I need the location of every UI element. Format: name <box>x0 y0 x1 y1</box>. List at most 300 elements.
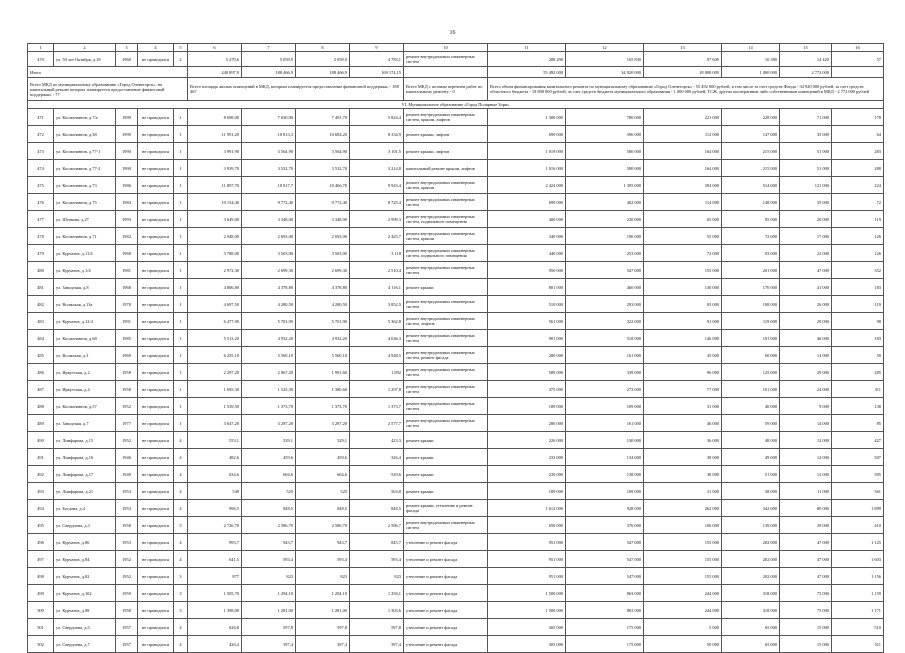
amount-cell: 14 000 <box>780 415 832 432</box>
repair-status-cell: не проводился <box>138 347 174 364</box>
amount-cell: 114 000 <box>644 194 722 211</box>
amount-cell: 139 000 <box>722 517 780 534</box>
unit-cost-cell: 64 <box>832 126 884 143</box>
floors-cell: 1 <box>174 330 188 347</box>
floors-cell: 4 <box>174 534 188 551</box>
work-type-cell: утепление и ремонт фасада <box>404 551 488 568</box>
area-cell: 2 067,20 <box>242 364 296 381</box>
year-cell: 1981 <box>116 262 138 279</box>
repair-status-cell: не проводился <box>138 313 174 330</box>
area-cell: 1 525,30 <box>242 381 296 398</box>
unit-cost-cell: 507 <box>832 449 884 466</box>
area-cell: 3 348,00 <box>296 211 350 228</box>
amount-cell: 273 000 <box>566 381 644 398</box>
work-type-cell: ремонт крыши <box>404 483 488 500</box>
work-type-cell: ремонт внутридомовых инженерных систем <box>404 415 488 432</box>
summary-houses: Всего МКД по муниципальному образованию «Город Оленегорск», на капитальный ремонт которых планируется предоставление финансовой поддержки, - 77 <box>28 78 188 101</box>
amount-cell: 863 000 <box>566 602 644 619</box>
address-cell: ул. Космонавтов, д.77-2 <box>54 160 116 177</box>
row-number: 484 <box>28 330 54 347</box>
col-num: 15 <box>780 44 832 52</box>
repair-status-cell: не проводился <box>138 296 174 313</box>
col-num: 14 <box>722 44 780 52</box>
summary-full-works: Всего МКД с полным перечнем работ по капитальному ремонту - 0 <box>404 78 488 101</box>
amount-cell: 164 000 <box>644 160 722 177</box>
area-cell: 426,4 <box>188 636 242 653</box>
area-cell: 4 932,20 <box>242 330 296 347</box>
total-area: 169 174,15 <box>350 67 404 78</box>
repair-status-cell: не проводился <box>138 194 174 211</box>
year-cell: 1953 <box>116 483 138 500</box>
area-cell: 326,4 <box>350 449 404 466</box>
area-cell: 4 378,80 <box>242 279 296 296</box>
area-cell: 3 348,00 <box>242 211 296 228</box>
total-amount: 1 000 000 <box>722 67 780 78</box>
address-cell: ул. Космонавтов, д.38 <box>54 126 116 143</box>
work-type-cell: ремонт внутридомовых инженерных систем, лифтов <box>404 313 488 330</box>
work-type-cell: утепление и ремонт фасада <box>404 534 488 551</box>
amount-cell: 41 000 <box>780 279 832 296</box>
unit-cost-cell: 178 <box>832 109 884 126</box>
amount-cell: 5 000 <box>644 619 722 636</box>
area-cell: 529,1 <box>242 432 296 449</box>
amount-cell: 91 000 <box>644 313 722 330</box>
col-num: 6 <box>188 44 242 52</box>
amount-cell: 339 000 <box>566 364 644 381</box>
row-number: 487 <box>28 381 54 398</box>
area-cell: 4 280,50 <box>242 296 296 313</box>
total-label: Итого <box>28 67 188 78</box>
amount-cell: 262 000 <box>644 500 722 517</box>
area-cell: 848,5 <box>242 500 296 517</box>
amount-cell: 396 000 <box>566 126 644 143</box>
amount-cell: 112 000 <box>644 126 722 143</box>
amount-cell: 48 000 <box>722 432 780 449</box>
amount-cell: 38 000 <box>722 483 780 500</box>
floors-cell: 4 <box>174 551 188 568</box>
table-row <box>28 347 884 364</box>
row-number: 472 <box>28 126 54 143</box>
address-cell: ул. Волжская, д.3 <box>54 347 116 364</box>
year-cell: 1990 <box>116 126 138 143</box>
row-number: 486 <box>28 364 54 381</box>
work-type-cell: утепление и ремонт фасада <box>404 619 488 636</box>
year-cell: 1958 <box>116 364 138 381</box>
address-cell: ул. Курчатов, д.11/4 <box>54 245 116 262</box>
address-cell: ул. Свердлова, д.3 <box>54 517 116 534</box>
amount-cell: 155 000 <box>644 568 722 585</box>
amount-cell: 175 000 <box>566 619 644 636</box>
address-cell: ул. Космонавтов, д.77-1 <box>54 143 116 160</box>
area-cell: 3 939,70 <box>188 160 242 177</box>
year-cell: 1952 <box>116 432 138 449</box>
column-number-row <box>28 44 884 52</box>
amount-cell: 97 600 <box>644 52 722 67</box>
repair-status-cell: не проводился <box>138 415 174 432</box>
area-cell: 1 991,60 <box>296 364 350 381</box>
area-cell: 5 701,90 <box>242 313 296 330</box>
area-cell: 848,5 <box>296 500 350 517</box>
year-cell: 1957 <box>116 619 138 636</box>
address-cell: ул. Заводская, д.8 <box>54 279 116 296</box>
repair-status-cell: не проводился <box>138 126 174 143</box>
area-cell: 593,4 <box>242 551 296 568</box>
address-cell: ул. Заводская, д.7 <box>54 415 116 432</box>
amount-cell: 47 000 <box>780 534 832 551</box>
amount-cell: 10 380 <box>722 52 780 67</box>
amount-cell: 951 000 <box>488 551 566 568</box>
amount-cell: 49 000 <box>722 449 780 466</box>
amount-cell: 24 000 <box>780 381 832 398</box>
area-cell: 2 510,4 <box>350 262 404 279</box>
amount-cell: 514 000 <box>722 177 780 194</box>
area-cell: 1 892 <box>350 364 404 381</box>
area-cell: 2 726,70 <box>188 517 242 534</box>
address-cell: ул. Курчатов, д.82 <box>54 568 116 585</box>
area-cell: 4 116,1 <box>350 279 404 296</box>
unit-cost-cell: 1 156 <box>832 568 884 585</box>
area-cell: 5 362,8 <box>350 313 404 330</box>
amount-cell: 202 000 <box>722 534 780 551</box>
table-row <box>28 126 884 143</box>
year-cell: 1952 <box>116 551 138 568</box>
area-cell: 11 991,20 <box>188 126 242 143</box>
amount-cell: 36 000 <box>644 432 722 449</box>
amount-cell: 1 016 000 <box>488 160 566 177</box>
work-type-cell: ремонт крыши <box>404 279 488 296</box>
amount-cell: 85 000 <box>722 211 780 228</box>
table-row <box>28 619 884 636</box>
col-num: 16 <box>832 44 884 52</box>
amount-cell: 15 000 <box>780 636 832 653</box>
amount-cell: 130 000 <box>644 279 722 296</box>
area-cell: 5 560,10 <box>296 347 350 364</box>
amount-cell: 77 000 <box>644 381 722 398</box>
amount-cell: 93 000 <box>722 245 780 262</box>
area-cell: 1 373,7 <box>350 398 404 415</box>
amount-cell: 45 000 <box>644 347 722 364</box>
total-area: 240 897,9 <box>188 67 242 78</box>
work-type-cell: утепление и ремонт фасада <box>404 568 488 585</box>
amount-cell: 928 000 <box>566 500 644 517</box>
section-title: VI. Муниципальное образование «Город Полярные Зори» <box>28 101 884 109</box>
amount-cell: 699 000 <box>488 194 566 211</box>
amount-cell: 72 000 <box>644 245 722 262</box>
amount-cell: 342 000 <box>722 500 780 517</box>
repair-status-cell: не проводился <box>138 398 174 415</box>
address-cell: ул. Курчатов, д.12/4 <box>54 313 116 330</box>
amount-cell: 65 000 <box>644 211 722 228</box>
amount-cell: 1 019 000 <box>488 143 566 160</box>
work-type-cell: ремонт внутридомовых инженерных систем, подвального помещения <box>404 211 488 228</box>
amount-cell: 400 000 <box>488 211 566 228</box>
amount-cell: 226 000 <box>488 432 566 449</box>
table-row <box>28 364 884 381</box>
unit-cost-cell: 224 <box>832 177 884 194</box>
row-number: 475 <box>28 177 54 194</box>
area-cell: 423,3 <box>350 432 404 449</box>
section-header-row <box>28 101 884 109</box>
area-cell: 604,6 <box>296 466 350 483</box>
col-num: 5 <box>174 44 188 52</box>
col-num: 3 <box>116 44 138 52</box>
unit-cost-cell: 126 <box>832 245 884 262</box>
row-number: 489 <box>28 415 54 432</box>
empty-cell <box>832 67 884 78</box>
table-row <box>28 194 884 211</box>
unit-cost-cell: 285 <box>832 364 884 381</box>
year-cell: 1990 <box>116 160 138 177</box>
work-type-cell: утепление и ремонт фасада <box>404 585 488 602</box>
area-cell: 4 783,1 <box>350 52 404 67</box>
area-cell: 1 294,10 <box>242 585 296 602</box>
table-row <box>28 262 884 279</box>
year-cell: 1958 <box>116 381 138 398</box>
amount-cell: 106 000 <box>644 517 722 534</box>
unit-cost-cell: 361 <box>832 483 884 500</box>
area-cell: 2 693,00 <box>296 228 350 245</box>
amount-cell: 170 000 <box>722 279 780 296</box>
area-cell: 1 539,50 <box>188 398 242 415</box>
amount-cell: 12 000 <box>780 432 832 449</box>
amount-cell: 47 000 <box>780 551 832 568</box>
row-number: 482 <box>28 296 54 313</box>
area-cell: 823 <box>350 568 404 585</box>
work-type-cell: ремонт крыши <box>404 449 488 466</box>
year-cell: 1958 <box>116 517 138 534</box>
row-number: 501 <box>28 619 54 636</box>
address-cell: ул. Космонавтов, д.71 <box>54 228 116 245</box>
floors-cell: 3 <box>174 602 188 619</box>
amount-cell: 440 000 <box>488 245 566 262</box>
unit-cost-cell: 1 159 <box>832 585 884 602</box>
repair-status-cell: не проводился <box>138 245 174 262</box>
floors-cell: 1 <box>174 109 188 126</box>
address-cell: ул. Курчатов, д.1/4 <box>54 262 116 279</box>
table-row <box>28 245 884 262</box>
amount-cell: 138 000 <box>566 466 644 483</box>
repair-status-cell: не проводился <box>138 568 174 585</box>
repair-status-cell: не проводился <box>138 109 174 126</box>
work-type-cell: утепление и ремонт фасада <box>404 636 488 653</box>
address-cell: ул. Курчатов, д.102 <box>54 585 116 602</box>
amount-cell: 221 000 <box>644 109 722 126</box>
repair-status-cell: не проводился <box>138 381 174 398</box>
amount-cell: 202 000 <box>722 551 780 568</box>
amount-cell: 280 000 <box>488 347 566 364</box>
area-cell: 525 <box>242 483 296 500</box>
row-number: 502 <box>28 636 54 653</box>
work-type-cell: ремонт внутридомовых инженерных систем <box>404 381 488 398</box>
total-row <box>28 67 884 78</box>
amount-cell: 12 000 <box>780 449 832 466</box>
row-number: 500 <box>28 602 54 619</box>
amount-cell: 175 000 <box>566 636 644 653</box>
unit-cost-cell: 395 <box>832 466 884 483</box>
amount-cell: 322 000 <box>566 313 644 330</box>
area-cell: 943,7 <box>242 534 296 551</box>
table-row <box>28 517 884 534</box>
year-cell: 1969 <box>116 347 138 364</box>
area-cell: 845,7 <box>350 534 404 551</box>
floors-cell: 1 <box>174 398 188 415</box>
amount-cell: 863 000 <box>566 585 644 602</box>
work-type-cell: ремонт внутридомовых инженерных систем <box>404 194 488 211</box>
amount-cell: 20 000 <box>780 211 832 228</box>
area-cell: 397,4 <box>242 636 296 653</box>
work-type-cell: ремонт внутридомовых инженерных систем <box>404 364 488 381</box>
floors-cell: 1 <box>174 245 188 262</box>
repair-status-cell: не проводился <box>138 585 174 602</box>
col-num: 11 <box>488 44 566 52</box>
row-number: 492 <box>28 466 54 483</box>
table-row <box>28 551 884 568</box>
amount-cell: 780 000 <box>566 109 644 126</box>
amount-cell: 17 000 <box>780 228 832 245</box>
area-cell: 3 788,00 <box>188 245 242 262</box>
row-number: 478 <box>28 228 54 245</box>
amount-cell: 288 290 <box>488 52 566 67</box>
floors-cell: 1 <box>174 177 188 194</box>
amount-cell: 65 000 <box>722 619 780 636</box>
area-cell: 1 373,70 <box>242 398 296 415</box>
table-row <box>28 313 884 330</box>
floors-cell: 1 <box>174 296 188 313</box>
amount-cell: 29 000 <box>780 313 832 330</box>
area-cell: 3 101,5 <box>350 143 404 160</box>
amount-cell: 244 000 <box>644 585 722 602</box>
floors-cell: 1 <box>174 313 188 330</box>
col-num: 9 <box>350 44 404 52</box>
col-num: 1 <box>28 44 54 52</box>
area-cell: 5 701,90 <box>296 313 350 330</box>
amount-cell: 2 424 000 <box>488 177 566 194</box>
repair-status-cell: не проводился <box>138 279 174 296</box>
floors-cell: 4 <box>174 449 188 466</box>
year-cell: 1952 <box>116 568 138 585</box>
table-row <box>28 636 884 653</box>
area-cell: 3 647,20 <box>188 415 242 432</box>
amount-cell: 155 000 <box>644 262 722 279</box>
col-num: 4 <box>138 44 174 52</box>
address-cell: ул. Волжская, д.13а <box>54 296 116 313</box>
work-type-cell: ремонт крыши, утепление и ремонт фасада <box>404 500 488 517</box>
work-type-cell: ремонт внутридомовых инженерных систем <box>404 398 488 415</box>
area-cell: 3 564,90 <box>242 143 296 160</box>
area-cell: 5 059,9 <box>242 52 296 67</box>
amount-cell: 14 000 <box>780 347 832 364</box>
table-row <box>28 381 884 398</box>
address-cell: ул. Лиифарова, д.21 <box>54 483 116 500</box>
unit-cost-cell: 138 <box>832 398 884 415</box>
floors-cell: 2 <box>174 52 188 67</box>
floors-cell: 1 <box>174 262 188 279</box>
repair-status-cell: не проводился <box>138 211 174 228</box>
amount-cell: 50 000 <box>644 636 722 653</box>
amount-cell: 305 000 <box>488 636 566 653</box>
address-cell: ул. Космонавтов, д.7/а <box>54 109 116 126</box>
area-cell: 1 281,00 <box>242 602 296 619</box>
address-cell: ул. Космонавтов, д.68 <box>54 330 116 347</box>
area-cell: 2 586,70 <box>242 517 296 534</box>
amount-cell: 202 000 <box>722 568 780 585</box>
repair-status-cell: не проводился <box>138 228 174 245</box>
amount-cell: 228 000 <box>722 109 780 126</box>
work-type-cell: ремонт крыши, лифтов <box>404 143 488 160</box>
work-type-cell: ремонт крыши <box>404 466 488 483</box>
amount-cell: 164 000 <box>644 143 722 160</box>
col-num: 13 <box>644 44 722 52</box>
unit-cost-cell: 72 <box>832 194 884 211</box>
floors-cell: 1 <box>174 160 188 177</box>
area-cell: 2 999,3 <box>350 211 404 228</box>
amount-cell: 191 000 <box>722 330 780 347</box>
area-cell: 3 503,00 <box>296 245 350 262</box>
address-cell: ул. Богдана, д.4 <box>54 500 116 517</box>
amount-cell: 1 500 000 <box>488 602 566 619</box>
work-type-cell: капитальный ремонт крыши, лифтов <box>404 160 488 177</box>
table-row <box>28 449 884 466</box>
area-cell: 11 897,70 <box>188 177 242 194</box>
unit-cost-cell: 311 <box>832 381 884 398</box>
year-cell: 1984 <box>116 194 138 211</box>
year-cell: 1953 <box>116 500 138 517</box>
floors-cell: 1 <box>174 194 188 211</box>
empty-cell <box>404 67 488 78</box>
work-type-cell: ремонт крыши <box>404 432 488 449</box>
area-cell: 482,6 <box>188 449 242 466</box>
amount-cell: 147 000 <box>722 126 780 143</box>
unit-cost-cell: 50 <box>832 347 884 364</box>
repair-status-cell: не проводился <box>138 466 174 483</box>
amount-cell: 161 000 <box>566 415 644 432</box>
amount-cell: 11 000 <box>780 483 832 500</box>
col-num: 2 <box>54 44 116 52</box>
address-cell: ул. Иркутская, д.4 <box>54 381 116 398</box>
area-cell: 597,8 <box>296 619 350 636</box>
table-row <box>28 160 884 177</box>
amount-cell: 65 000 <box>722 636 780 653</box>
year-cell: 1953 <box>116 534 138 551</box>
amount-cell: 35 000 <box>780 194 832 211</box>
area-cell: 8 334,9 <box>350 126 404 143</box>
address-cell: ул. Курчатов, д.84 <box>54 551 116 568</box>
area-cell: 3 214,8 <box>350 160 404 177</box>
area-cell: 9 772,40 <box>296 194 350 211</box>
table-row <box>28 109 884 126</box>
amount-cell: 510 000 <box>488 296 566 313</box>
unit-cost-cell: 1 603 <box>832 551 884 568</box>
area-cell: 2 699,30 <box>296 262 350 279</box>
amount-cell: 148 000 <box>722 194 780 211</box>
repair-status-cell: не проводился <box>138 262 174 279</box>
amount-cell: 51 000 <box>722 466 780 483</box>
area-cell: 3 287,20 <box>296 415 350 432</box>
amount-cell: 244 000 <box>644 602 722 619</box>
year-cell: 1990 <box>116 109 138 126</box>
amount-cell: 130 000 <box>566 432 644 449</box>
amount-cell: 38 000 <box>644 449 722 466</box>
amount-cell: 239 000 <box>488 466 566 483</box>
area-cell: 397,4 <box>350 636 404 653</box>
work-type-cell: ремонт внутридомовых инженерных систем <box>404 52 488 67</box>
floors-cell: 3 <box>174 585 188 602</box>
floors-cell: 4 <box>174 432 188 449</box>
amount-cell: 580 000 <box>566 160 644 177</box>
repair-status-cell: не проводился <box>138 449 174 466</box>
table-row <box>28 211 884 228</box>
repair-status-cell: не проводился <box>138 364 174 381</box>
